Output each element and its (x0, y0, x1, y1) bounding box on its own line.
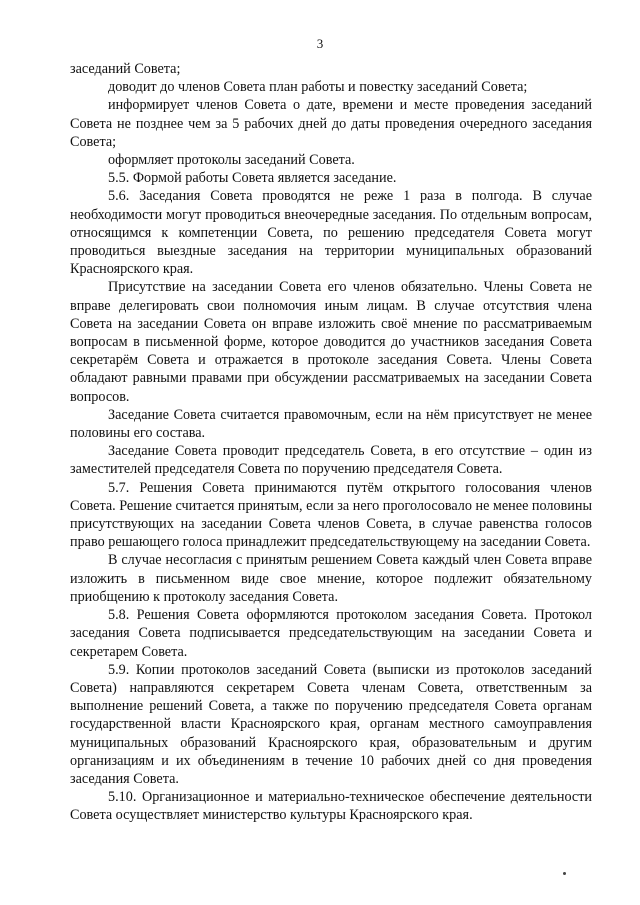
paragraph: информирует членов Совета о дате, времени и месте проведения заседаний Совета не позднее чем за 5 рабочих дней до даты проведения очередного заседания Совета; (70, 97, 592, 150)
paragraph: Присутствие на заседании Совета его членов обязательно. Члены Совета не вправе делегировать свои полномочия иным лицам. В случае отсутствия члена Совета на заседании Совета он вправе изложить своё мнение по рассматриваемым вопросам в письменной форме, которое доводится до участников заседания Совета секретарём Совета и отражается в протоколе заседания Совета. Члены Совета обладают равными правами при обсуждении рассматриваемых на заседании Совета вопросов. (70, 279, 592, 405)
paragraph: Заседание Совета считается правомочным, если на нём присутствует не менее половины его состава. (70, 406, 592, 442)
paragraph: 5.9. Копии протоколов заседаний Совета (выписки из протоколов заседаний Совета) направляются секретарем Совета членам Совета, ответственным за выполнение решений Совета, а также по поручению председателя Совета органам государственной власти Красноярского края, органам местного самоуправления муниципальных образований Красноярского края, образовательным и другим организациям и их объединениям в течение 10 рабочих дней со дня проведения заседания Совета. (70, 661, 592, 787)
paragraph: Заседание Совета проводит председатель Совета, в его отсутствие – один из заместителей председателя Совета по поручению председателя Совета. (70, 443, 592, 478)
page-number: 3 (316, 36, 324, 51)
paragraph: 5.6. Заседания Совета проводятся не реже 1 раза в полгода. В случае необходимости могут проводиться внеочередные заседания. По отдельным вопросам, относящимся к компетенции Совета, по решению председателя Совета могут проводиться выездные заседания на территории муниципальных образований Красноярского края. (70, 188, 592, 278)
paragraph: 5.10. Организационное и материально-техническое обеспечение деятельности Совета осуществляет министерство культуры Красноярского края. (70, 789, 592, 824)
body-text (70, 60, 592, 825)
paragraph: доводит до членов Совета план работы и повестку заседаний Совета; (108, 79, 528, 96)
paragraph: 5.8. Решения Совета оформляются протоколом заседания Совета. Протокол заседания Совета подписывается председательствующим на заседании Совета и секретарем Совета. (70, 607, 592, 660)
paragraph: заседаний Совета; (70, 61, 181, 77)
paragraph: оформляет протоколы заседаний Совета. (108, 152, 355, 169)
paragraph: В случае несогласия с принятым решением Совета каждый член Совета вправе изложить в письменном виде свое мнение, которое подлежит обязательному приобщению к протоколу заседания Совета. (70, 552, 592, 605)
paragraph: 5.5. Формой работы Совета является заседание. (108, 170, 397, 187)
paragraph: 5.7. Решения Совета принимаются путём открытого голосования членов Совета. Решение считается принятым, если за него проголосовало не менее половины присутствующих на заседании Совета членов Совета, в случае равенства голосов право решающего голоса принадлежит председательствующему на заседании Совета. (70, 479, 593, 551)
scan-dot-mark (563, 872, 566, 875)
